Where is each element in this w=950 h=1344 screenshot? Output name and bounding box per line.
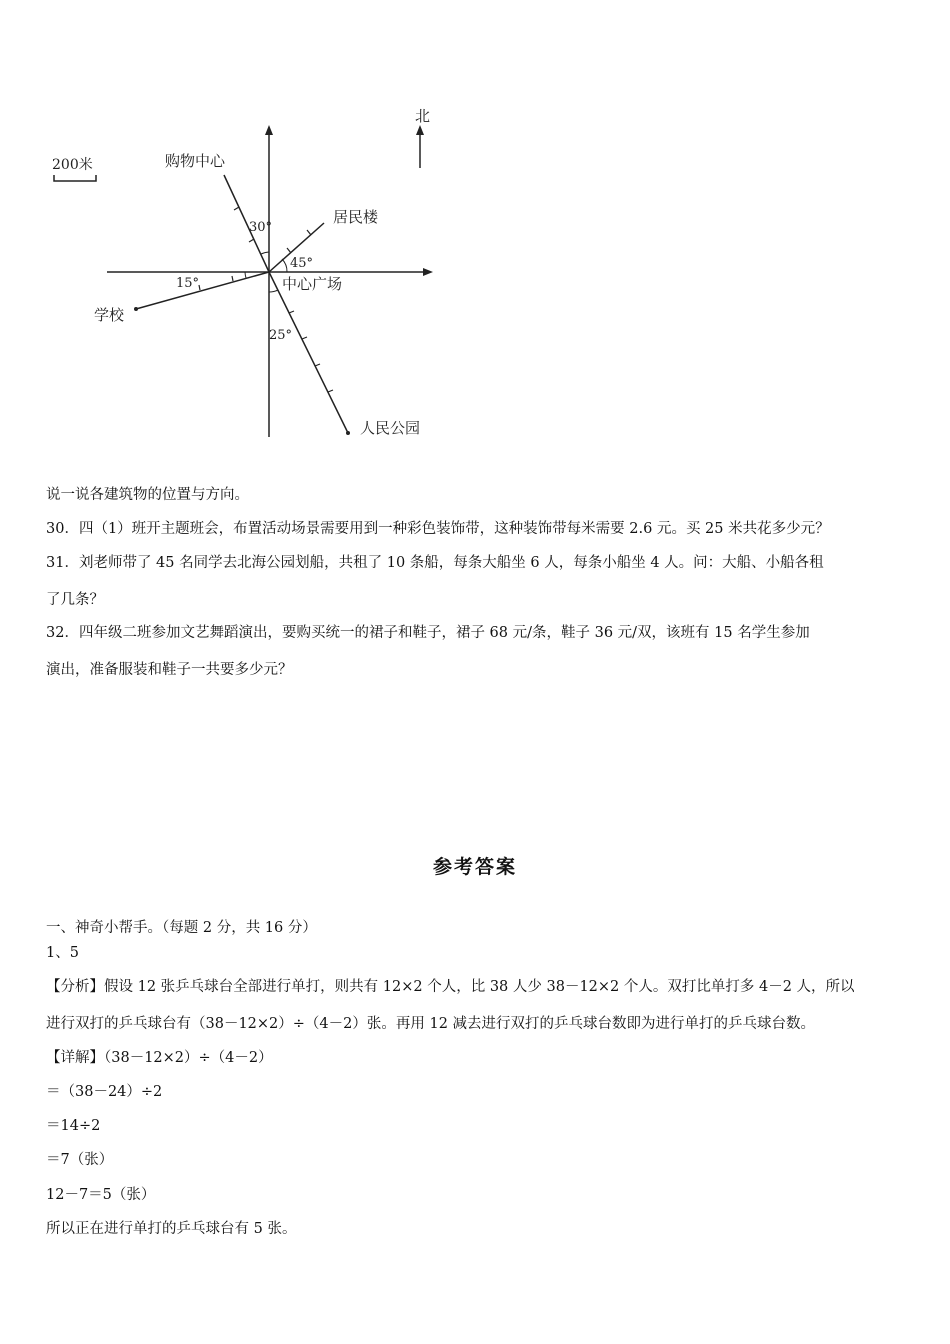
answers-section-heading: 一、神奇小帮手。（每题 2 分，共 16 分） xyxy=(46,920,317,936)
ray-park xyxy=(269,272,348,433)
question-31-line-2: 了几条？ xyxy=(46,592,104,608)
tick-mark xyxy=(302,337,307,339)
answers-title: 参考答案 xyxy=(432,856,517,878)
tick-mark xyxy=(199,285,200,290)
direction-diagram xyxy=(40,95,460,455)
angle-arc-park xyxy=(269,290,278,292)
question-32-line-2: 演出，准备服装和鞋子一共要多少元？ xyxy=(46,662,293,678)
question-30: 30．四（1）班开主题班会，布置活动场景需要用到一种彩色装饰带，这种装饰带每米需要 2.6 元。买 25 米共花多少元？ xyxy=(46,521,830,537)
ray-school xyxy=(136,272,269,309)
tick-mark xyxy=(328,390,333,392)
angle-residential: 45° xyxy=(290,256,314,271)
angle-arc-school xyxy=(245,272,246,278)
label-school: 学校 xyxy=(94,306,125,324)
angle-school: 15° xyxy=(176,276,200,291)
step-2: ＝14÷2 xyxy=(46,1118,101,1134)
tick-mark xyxy=(249,239,254,242)
conclusion: 所以正在进行单打的乒乓球台有 5 张。 xyxy=(46,1221,297,1237)
angle-arc-shopping xyxy=(261,252,269,254)
tick-mark xyxy=(287,248,291,253)
analysis-line-1: 【分析】假设 12 张乒乓球台全部进行单打，则共有 12×2 个人，比 38 人少 38－12×2 个人。双打比单打多 4－2 人，所以 xyxy=(46,979,855,995)
vertical-axis-arrow-icon xyxy=(265,125,273,135)
north-label: 北 xyxy=(415,107,431,125)
horizontal-axis-arrow-icon xyxy=(423,268,433,276)
north-arrow-icon xyxy=(416,125,424,135)
angle-shopping: 30° xyxy=(249,220,273,235)
label-center: 中心广场 xyxy=(282,275,343,293)
scale-label: 200米 xyxy=(52,157,93,173)
step-4: 12－7＝5（张） xyxy=(46,1187,156,1203)
tick-mark xyxy=(232,276,233,281)
tick-mark xyxy=(234,207,239,210)
question-32-line-1: 32．四年级二班参加文艺舞蹈演出，要购买统一的裙子和鞋子，裙子 68 元/条，鞋子 36 元/双，该班有 15 名学生参加 xyxy=(46,625,810,641)
tick-mark xyxy=(289,311,294,313)
label-shopping: 购物中心 xyxy=(165,152,226,170)
park-dot xyxy=(346,431,350,435)
scale-bar xyxy=(54,175,96,181)
label-park: 人民公园 xyxy=(360,419,421,437)
step-3: ＝7（张） xyxy=(46,1152,114,1168)
angle-park: 25° xyxy=(269,328,293,343)
question-31-line-1: 31．刘老师带了 45 名同学去北海公园划船，共租了 10 条船，每条大船坐 6 人，每条小船坐 4 人。问：大船、小船各租 xyxy=(46,555,824,571)
angle-arc-residential xyxy=(282,259,287,272)
school-dot xyxy=(134,307,138,311)
tick-mark xyxy=(315,364,320,366)
label-residential: 居民楼 xyxy=(333,208,379,226)
analysis-line-2: 进行双打的乒乓球台有（38－12×2）÷（4－2）张。再用 12 减去进行双打的乒乓球台数即为进行单打的乒乓球台数。 xyxy=(46,1016,816,1032)
tick-mark xyxy=(307,230,311,235)
direction-diagram-svg xyxy=(40,95,460,455)
detail-line: 【详解】（38－12×2）÷（4－2） xyxy=(46,1050,273,1066)
step-1: ＝（38－24）÷2 xyxy=(46,1084,163,1100)
answer-item-number: 1、5 xyxy=(46,945,79,961)
question-intro: 说一说各建筑物的位置与方向。 xyxy=(46,487,249,503)
